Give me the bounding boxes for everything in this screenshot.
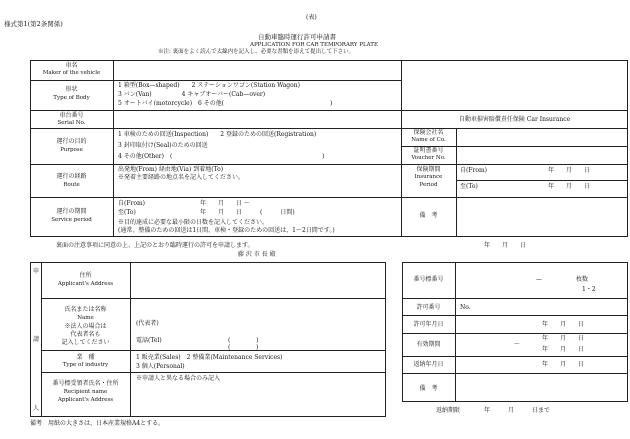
insurance-remarks-label: 備 考 — [419, 212, 438, 219]
body-type-close: ) — [330, 100, 333, 107]
recipient-label-en2: Applicant's Address — [57, 397, 114, 403]
plate-count-value: 1・2 — [582, 286, 596, 293]
service-from: 自(From) — [118, 200, 146, 207]
body-type-option-line3: 5 オートバイ(motorcycle) 6 その他( — [118, 100, 225, 107]
return-date-label: 返納年月日 — [413, 361, 444, 368]
maker-label-en: Maker of the vehicle — [42, 70, 101, 76]
voucher-label: 証明書番号 — [413, 147, 444, 154]
route-label: 運行の経路 — [56, 173, 87, 180]
insurance-period-label-en1: Insurance — [414, 174, 443, 180]
route-line1: 出発地(From) 経由地(Via) 到着地(To) — [118, 166, 224, 173]
recipient-note: ※申請人と異なる場合のみ記入 — [136, 375, 221, 382]
name-note1: ※法人の場合は — [64, 323, 107, 330]
applicant-side-3: 人 — [33, 405, 40, 412]
permit-date-label: 許可年月日 — [413, 321, 444, 328]
maker-label: 車名 — [65, 62, 78, 69]
service-note1: ※目的達成に必要な最小限の日数を記入してください。 — [118, 219, 269, 226]
service-to-date: 年 月 日 ( 日間) — [200, 209, 295, 216]
side-mark: (表) — [306, 14, 317, 21]
permit-date-value: 年 月 日 — [542, 321, 585, 328]
tel-close-2: ) — [256, 344, 259, 351]
insurance-company-label-en: Name of Co. — [411, 137, 446, 143]
insurance-period-label: 保険期間 — [416, 166, 441, 173]
voucher-label-en: Voucher No. — [411, 155, 446, 161]
purpose-line2: 3 封印取付け(Seal)のための回送 — [118, 142, 208, 149]
permit-number-label: 許可番号 — [416, 304, 441, 311]
industry-label-en: Type of industry — [62, 362, 109, 368]
body-type-option-line1: 1 箱型(Box—shaped) 2 ステーションワゴン(Station Wagon) — [118, 82, 300, 89]
validity-to: 年 月 日 — [542, 346, 585, 353]
body-type-option-line2: 3 バン(Van) 4 キャブオーバー(Cab—over) — [118, 91, 266, 98]
name-note3: 記入してください — [61, 339, 110, 346]
insurance-to: 至(To) — [460, 183, 478, 190]
plate-number-label: 番号標番号 — [413, 276, 444, 283]
validity-label: 有効期間 — [416, 341, 441, 348]
tel-close-1: ) — [256, 337, 259, 344]
route-label-en: Route — [63, 182, 80, 188]
form-id: 様式第1(第2条関係) — [4, 20, 63, 28]
tel-open-1: ( — [228, 337, 231, 344]
insurance-from-date: 年 月 日 — [548, 167, 591, 174]
service-to: 至(To) — [118, 209, 136, 216]
representative-label: (代表者) — [136, 320, 159, 327]
purpose-label-en: Purpose — [60, 147, 83, 153]
return-deadline: 返納期限 年 月 日まで — [436, 407, 551, 414]
tel-label: 電話(Tel) — [136, 337, 162, 344]
title-en: APPLICATION FOR CAR TEMPORARY PLATE — [250, 42, 378, 48]
purpose-close: ) — [322, 153, 325, 160]
service-note2: (通常、整備のための回送は1日間、車検・登録のための回送は、1〜2日間です。) — [118, 227, 335, 234]
insurance-company-label: 保険会社名 — [413, 129, 444, 136]
insurance-to-date: 年 月 日 — [548, 183, 591, 190]
footer-note: 備考 用紙の大きさは、日本産業規格A4とする。 — [30, 420, 165, 427]
service-label-en: Service period — [51, 217, 92, 223]
body-type-label-en: Type of Body — [53, 95, 90, 101]
plate-dash: — — [536, 276, 542, 283]
insurance-period-label-en2: Period — [419, 182, 438, 188]
address-label: 住所 — [79, 272, 92, 279]
validity-tilde: 〜 — [514, 341, 521, 348]
permit-number-prefix: No. — [460, 304, 471, 311]
recipient-label: 番号標受領者氏名・住所 — [52, 380, 119, 387]
applicant-side-2: 請 — [33, 336, 40, 343]
name-note2: 代表者名も — [70, 331, 101, 338]
industry-line1: 1 販売業(Sales) 2 整備業(Maintenance Services) — [136, 354, 283, 361]
addressee: 藤 沢 市 長 殿 — [238, 251, 276, 258]
address-label-en: Applicant's Address — [57, 281, 114, 287]
return-date-value: 年 月 日 — [542, 361, 585, 368]
body-type-label: 形状 — [65, 86, 78, 93]
recipient-label-en1: Recipient name — [63, 389, 108, 395]
title-jp: 自動車臨時運行許可申請書 — [258, 33, 336, 41]
insurance-from: 自(From) — [460, 167, 488, 174]
route-line2: ※発着主要経路の地点名を記入してください。 — [118, 174, 245, 181]
service-label: 運行の期間 — [56, 208, 87, 215]
service-from-date: 年 月 日 〜 — [200, 200, 250, 207]
instruction-note: ※注: 裏面をよく読んで太線内を記入し、必要な書類を添えて提出して下さい。 — [158, 49, 355, 55]
purpose-line1: 1 車検のための回送(Inspection) 2 登録のための回送(Registration) — [118, 131, 317, 138]
agreement-text: 裏面の注意事項に同意の上、上記のとおり臨時運行の許可を申請します。 — [56, 242, 254, 249]
serial-label: 車台番号 — [59, 112, 84, 119]
purpose-label: 運行の目的 — [56, 138, 87, 145]
serial-label-en: Serial No. — [57, 120, 86, 126]
plate-count-label: 枚数 — [576, 276, 589, 283]
purpose-line3: 4 その他(Other) ( — [118, 153, 173, 160]
insurance-header: 自動車損害賠償責任保険 Car Insurance — [458, 116, 571, 123]
name-label: 氏名または名称 — [64, 306, 107, 313]
name-label-en: Name — [77, 315, 94, 321]
tel-open-2: ( — [228, 344, 231, 351]
industry-label: 業 種 — [76, 354, 95, 361]
industry-line2: 3 個人(Personal) — [136, 363, 185, 370]
agreement-date: 年 月 日 — [484, 242, 527, 249]
applicant-side-1: 申 — [33, 268, 40, 275]
validity-from: 年 月 日 — [542, 335, 585, 342]
office-remarks-label: 備 考 — [419, 385, 438, 392]
